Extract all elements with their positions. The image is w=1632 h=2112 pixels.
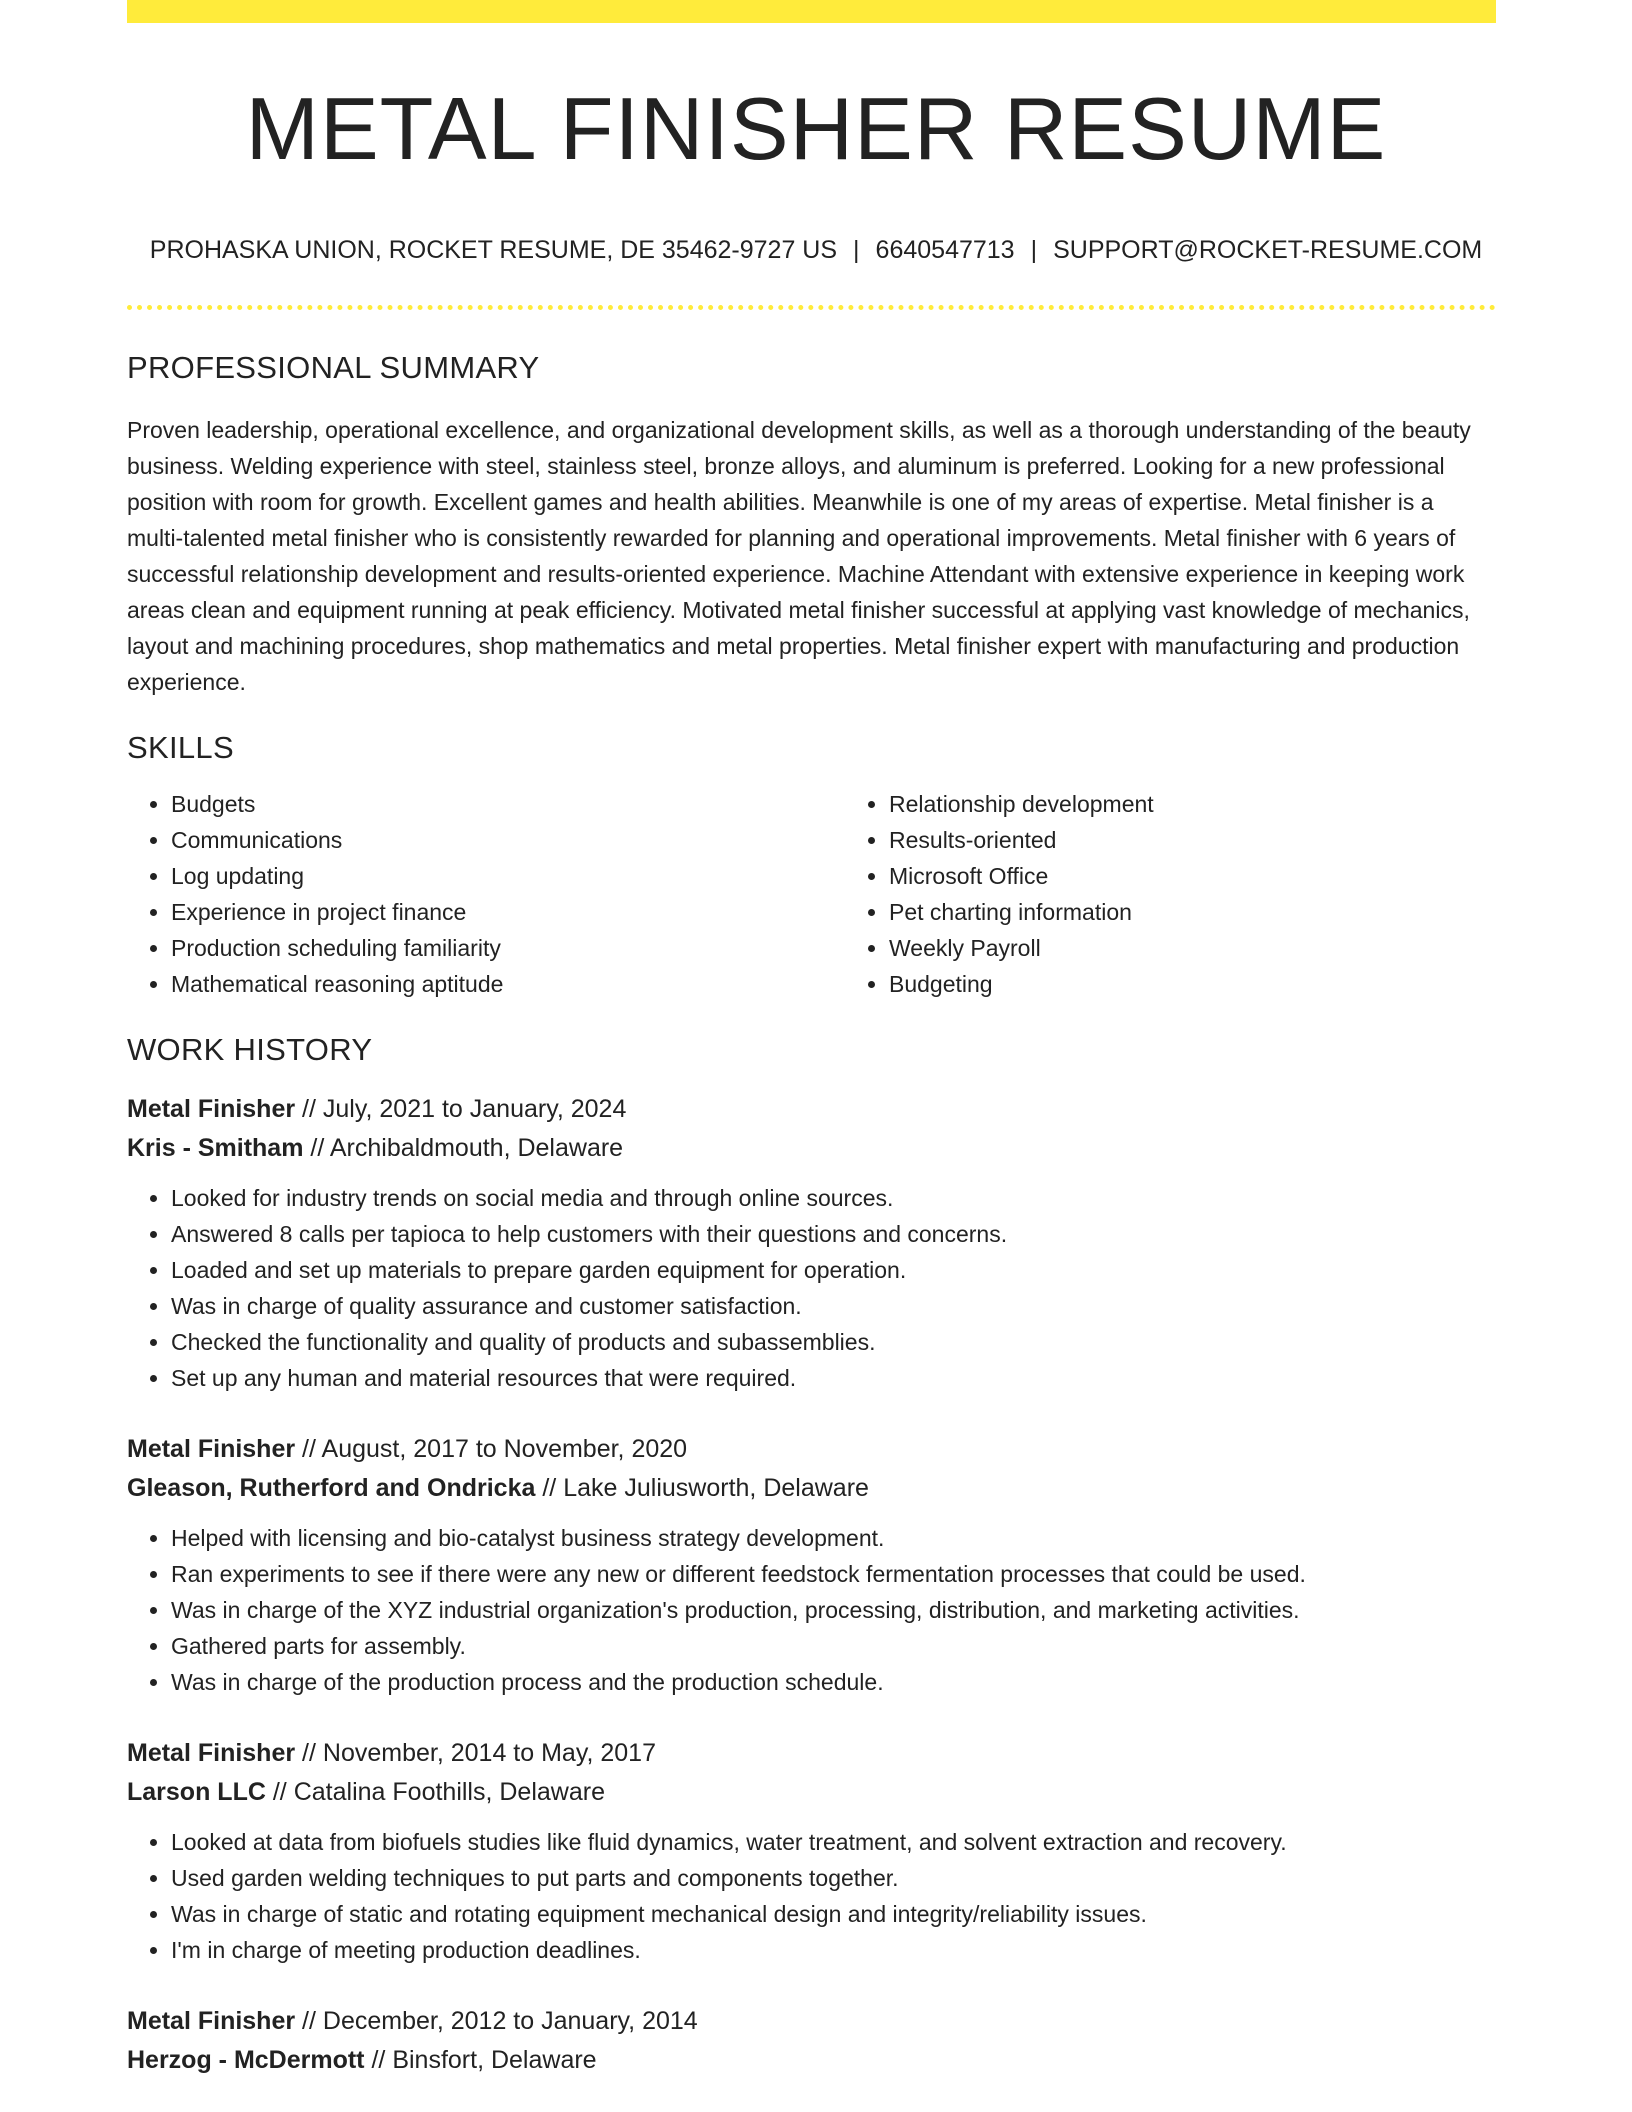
contact-address: PROHASKA UNION, ROCKET RESUME, DE 35462-9727 US: [149, 236, 838, 264]
summary-text: Proven leadership, operational excellence, and organizational development skills, as well as a thorough understanding of the beauty business. Welding experience with steel, stainless steel, bronze alloys, and aluminum is preferred. Looking for a new professional position with room for growth. Excellent games and health abilities. Meanwhile is one of my areas of expertise. Metal finisher is a multi-talented metal finisher who is consistently rewarded for planning and operational improvements. Metal finisher with 6 years of successful relationship development and results-oriented experience. Machine Attendant with extensive experience in keeping work areas clean and equipment running at peak efficiency. Motivated metal finisher successful at applying vast knowledge of mechanics, layout and machining procedures, shop mathematics and metal properties. Metal finisher expert with manufacturing and production experience.: [127, 417, 1471, 695]
contact-separator: |: [1030, 236, 1038, 264]
job-location: Binsfort, Delaware: [392, 2046, 597, 2074]
skill-item: • Microsoft Office: [889, 858, 1563, 894]
job-location: Catalina Foothills, Delaware: [293, 1778, 605, 1806]
job-company-line: [127, 1129, 1496, 1168]
job-entry: [127, 1734, 1496, 1968]
job-location: Archibaldmouth, Delaware: [329, 1134, 624, 1162]
contact-line: [0, 236, 1632, 265]
job-bullet: • Ran experiments to see if there were any new or different feedstock fermentation processes that could be used.: [171, 1556, 1496, 1592]
job-title-line: [127, 1090, 1496, 1129]
job-separator: //: [310, 1134, 325, 1162]
skill-item: • Results-oriented: [889, 822, 1563, 858]
skill-item: • Budgets: [171, 786, 845, 822]
skills-list-right: [845, 786, 1563, 1002]
summary-heading: PROFESSIONAL SUMMARY: [127, 350, 540, 385]
job-bullet: • Was in charge of the production process and the production schedule.: [171, 1664, 1496, 1700]
job-entry: [127, 1430, 1496, 1700]
work-history-section: [127, 1032, 1496, 2080]
job-title-line: [127, 1734, 1496, 1773]
contact-phone: 6640547713: [875, 236, 1015, 264]
job-dates: December, 2012 to January, 2014: [322, 2007, 698, 2035]
skill-item: • Budgeting: [889, 966, 1563, 1002]
job-separator: //: [272, 1778, 287, 1806]
job-bullet: • Checked the functionality and quality of products and subassemblies.: [171, 1324, 1496, 1360]
job-location: Lake Juliusworth, Delaware: [563, 1474, 869, 1502]
job-bullet: • Was in charge of the XYZ industrial organization's production, processing, distribution, and marketing activities.: [171, 1592, 1496, 1628]
skill-item: • Mathematical reasoning aptitude: [171, 966, 845, 1002]
job-bullet: • Helped with licensing and bio-catalyst business strategy development.: [171, 1520, 1496, 1556]
job-dates: November, 2014 to May, 2017: [322, 1739, 656, 1767]
job-separator: //: [302, 1095, 316, 1123]
skill-item: • Communications: [171, 822, 845, 858]
job-entry: [127, 2002, 1496, 2080]
job-separator: //: [302, 1435, 316, 1463]
skill-item: • Weekly Payroll: [889, 930, 1563, 966]
skill-item: • Log updating: [171, 858, 845, 894]
contact-separator: |: [853, 236, 860, 264]
accent-top-bar: [127, 0, 1496, 23]
resume-title: METAL FINISHER RESUME: [245, 79, 1387, 178]
job-company: Larson LLC: [127, 1778, 266, 1806]
contact-email: SUPPORT@ROCKET-RESUME.COM: [1053, 236, 1483, 264]
job-bullet: • Gathered parts for assembly.: [171, 1628, 1496, 1664]
job-company-line: [127, 1469, 1496, 1508]
job-dates: August, 2017 to November, 2020: [321, 1435, 688, 1463]
job-bullet: • Loaded and set up materials to prepare garden equipment for operation.: [171, 1252, 1496, 1288]
job-entry: [127, 1090, 1496, 1396]
dotted-divider: [127, 305, 1496, 310]
job-separator: //: [302, 2007, 316, 2035]
job-title: Metal Finisher: [127, 1435, 296, 1463]
job-separator: //: [302, 1739, 316, 1767]
job-bullet: • Looked at data from biofuels studies like fluid dynamics, water treatment, and solvent extraction and recovery.: [171, 1824, 1496, 1860]
skill-item: • Relationship development: [889, 786, 1563, 822]
job-separator: //: [371, 2046, 386, 2074]
skills-section: [127, 730, 1496, 1002]
job-bullet: • Was in charge of quality assurance and customer satisfaction.: [171, 1288, 1496, 1324]
summary-section: [127, 350, 1496, 700]
job-bullet: • Set up any human and material resources that were required.: [171, 1360, 1496, 1396]
job-bullet: • Answered 8 calls per tapioca to help customers with their questions and concerns.: [171, 1216, 1496, 1252]
job-company: Gleason, Rutherford and Ondricka: [127, 1474, 536, 1502]
job-bullet: • Was in charge of static and rotating equipment mechanical design and integrity/reliability issues.: [171, 1896, 1496, 1932]
job-title-line: [127, 1430, 1496, 1469]
job-bullet: • Used garden welding techniques to put parts and components together.: [171, 1860, 1496, 1896]
skill-item: • Production scheduling familiarity: [171, 930, 845, 966]
resume-content: [127, 350, 1496, 2080]
work-history-heading: WORK HISTORY: [127, 1032, 373, 1067]
skill-item: • Experience in project finance: [171, 894, 845, 930]
skills-list-left: [127, 786, 845, 1002]
job-separator: //: [542, 1474, 557, 1502]
job-bullets: [127, 1180, 1496, 1396]
job-title: Metal Finisher: [127, 2007, 296, 2035]
job-company-line: [127, 1773, 1496, 1812]
skills-heading: SKILLS: [127, 730, 234, 765]
job-bullets: [127, 1824, 1496, 1968]
job-title: Metal Finisher: [127, 1739, 296, 1767]
job-title-line: [127, 2002, 1496, 2041]
job-bullet: • I'm in charge of meeting production deadlines.: [171, 1932, 1496, 1968]
skill-item: • Pet charting information: [889, 894, 1563, 930]
job-dates: July, 2021 to January, 2024: [322, 1095, 627, 1123]
job-company: Kris - Smitham: [127, 1134, 304, 1162]
job-bullets: [127, 1520, 1496, 1700]
job-bullet: • Looked for industry trends on social media and through online sources.: [171, 1180, 1496, 1216]
job-company-line: [127, 2041, 1496, 2080]
job-company: Herzog - McDermott: [127, 2046, 365, 2074]
skills-columns: [127, 786, 1496, 1002]
job-title: Metal Finisher: [127, 1095, 296, 1123]
